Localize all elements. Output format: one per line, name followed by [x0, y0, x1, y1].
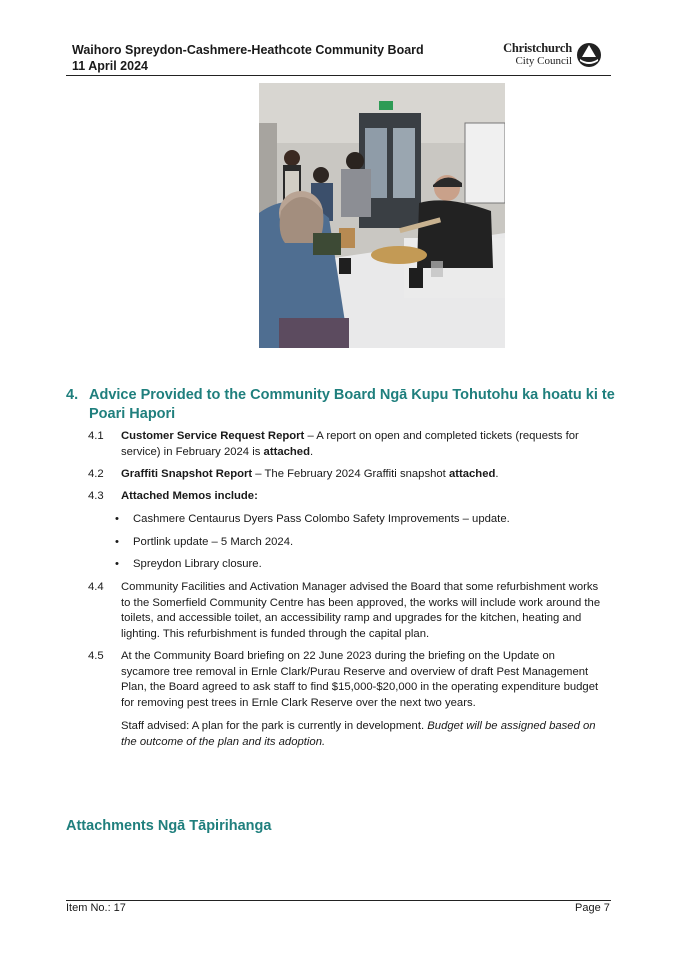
memo-text: Spreydon Library closure. — [133, 558, 262, 570]
page-number: Page 7 — [575, 902, 610, 914]
item-text: Community Facilities and Activation Manager advised the Board that some refurbishment works to the Somerfield Community Centre has been approved, the works will include work around the toilets, and accessible toilet, an accessibility ramp and upgrades for the kitchen, heating and lighting. This refurbishment is funded through the capital plan. — [121, 581, 601, 640]
community-workshop-photo — [259, 83, 505, 348]
header-divider — [66, 75, 611, 76]
item-bold-attached: attached — [448, 468, 496, 480]
council-logo — [498, 42, 602, 72]
item-number: 4.2 — [88, 468, 104, 480]
bullet-icon: • — [115, 558, 119, 570]
bullet-icon: • — [115, 536, 119, 548]
advice-italic: Budget will be assigned based on the outcome of the plan and its adoption. — [121, 720, 596, 748]
item-number: 4.3 — [88, 490, 104, 502]
memo-text: Portlink update – 5 March 2024. — [133, 536, 294, 548]
item-text: – A report on open and completed tickets (requests for service) in February 2024 is — [121, 430, 579, 458]
meeting-date: 11 April 2024 — [72, 59, 148, 73]
header-title-block — [72, 42, 424, 74]
section-title: Advice Provided to the Community Board Ngā Kupu Tohutohu ka hoatu ki te Poari Hapori — [89, 387, 615, 422]
item-number-footer: Item No.: 17 — [66, 902, 126, 914]
advice-text: Staff advised: A plan for the park is currently in development. — [121, 720, 428, 732]
footer-divider — [66, 900, 611, 901]
item-text: At the Community Board briefing on 22 June 2023 during the briefing on the Update on sycamore tree removal in Ernle Clark/Purau Reserve and overview of draft Pest Management Plan, the Board agreed to ask staff to find $15,000-$20,000 in the operating expenditure budget for removing pest trees in Ernle Clark Reserve over the next two years. — [121, 650, 599, 709]
council-emblem-icon — [576, 42, 602, 68]
item-number: 4.4 — [88, 581, 104, 593]
item-number: 4.5 — [88, 650, 104, 662]
item-bold-title: Graffiti Snapshot Report — [121, 468, 253, 480]
logo-line2: City Council — [515, 55, 572, 67]
item-end: . — [310, 445, 314, 458]
item-bold-title: Customer Service Request Report — [121, 430, 305, 442]
item-end: . — [495, 468, 499, 480]
item-number: 4.1 — [88, 430, 104, 442]
bullet-icon: • — [115, 513, 119, 525]
attachments-heading: Attachments Ngā Tāpirihanga — [66, 818, 272, 834]
memo-text: Cashmere Centaurus Dyers Pass Colombo Safety Improvements – update. — [133, 513, 510, 525]
item-bold-attached: attached — [263, 445, 310, 458]
section-number: 4. — [66, 387, 79, 403]
item-bold-title: Attached Memos include: — [121, 490, 258, 502]
item-text: – The February 2024 Graffiti snapshot — [252, 468, 449, 480]
board-name: Waihoro Spreydon-Cashmere-Heathcote Community Board — [72, 43, 424, 57]
logo-line1: Christchurch — [503, 41, 572, 55]
